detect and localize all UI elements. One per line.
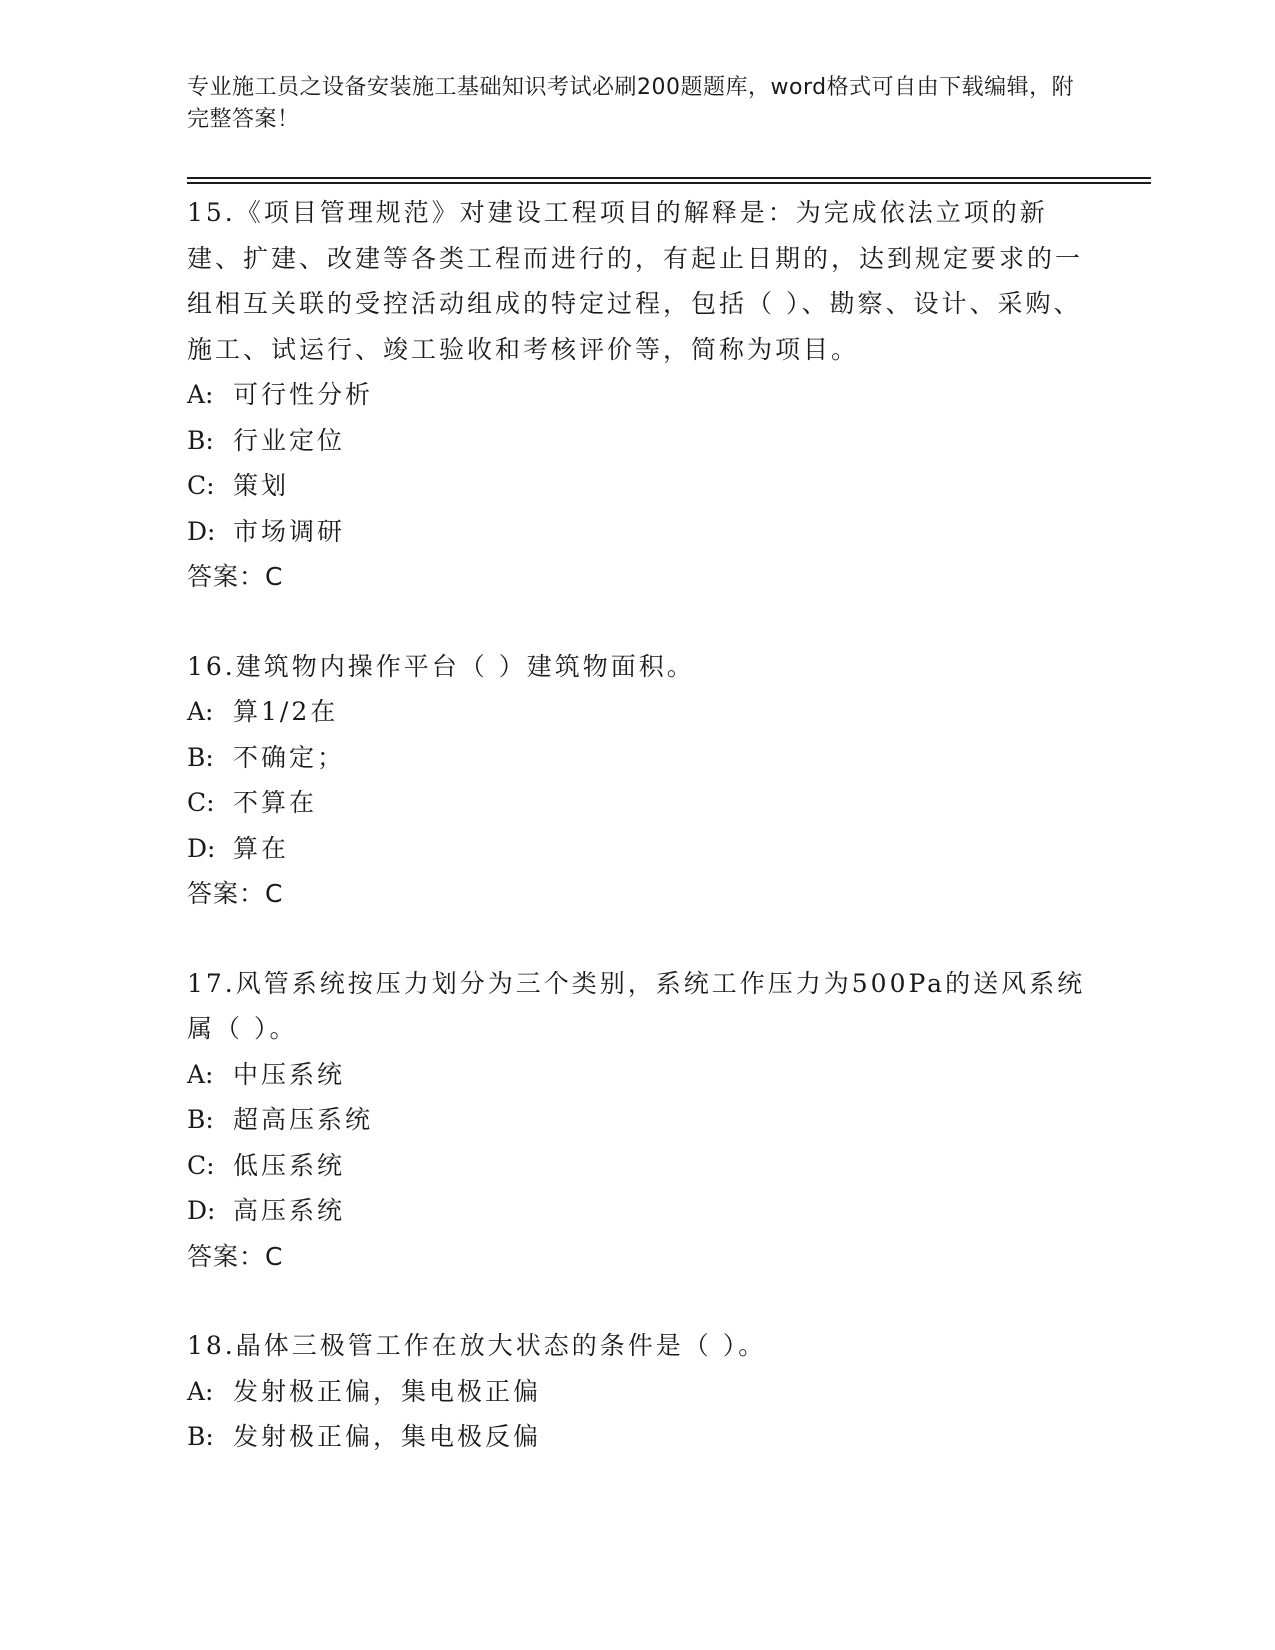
option-b [187, 735, 1087, 781]
option-text: 算1/2在 [233, 697, 339, 726]
option-c [187, 780, 1087, 826]
option-b [187, 1414, 1087, 1460]
option-label: A: [187, 1376, 214, 1406]
option-label: B: [187, 1105, 214, 1134]
option-label: C: [187, 1150, 215, 1180]
option-a [187, 1052, 1087, 1098]
option-text: 中压系统 [233, 1059, 346, 1089]
answer-line: 答案：C [187, 562, 284, 591]
answer-line: 答案：C [187, 879, 284, 908]
option-c [187, 1143, 1087, 1189]
option-label: B: [187, 1422, 214, 1451]
option-label: B: [187, 425, 214, 455]
option-d [187, 826, 1087, 872]
option-label: A: [187, 697, 214, 726]
option-a [187, 689, 1087, 735]
option-text: 策划 [233, 471, 290, 500]
option-label: B: [187, 742, 214, 772]
question-list [187, 190, 1087, 1460]
header-divider-bottom [187, 182, 1151, 184]
option-label: D: [187, 1196, 216, 1225]
question-17 [187, 961, 1087, 1280]
option-text: 高压系统 [233, 1196, 346, 1225]
option-text: 低压系统 [233, 1150, 346, 1180]
option-text: 超高压系统 [233, 1105, 374, 1134]
option-b [187, 1097, 1087, 1143]
option-label: A: [187, 380, 214, 409]
question-18 [187, 1323, 1087, 1460]
option-text: 发射极正偏，集电极反偏 [233, 1422, 542, 1451]
document-header: 专业施工员之设备安装施工基础知识考试必刷200题题库，word格式可自由下载编辑，附完整答案！ [187, 75, 1075, 132]
question-text: 16.建筑物内操作平台（ ）建筑物面积。 [187, 651, 695, 681]
option-text: 算在 [233, 833, 290, 863]
option-text: 市场调研 [233, 516, 346, 546]
option-label: C: [187, 788, 215, 817]
option-text: 发射极正偏，集电极正偏 [233, 1376, 542, 1406]
option-text: 可行性分析 [233, 380, 374, 409]
option-label: C: [187, 471, 215, 500]
question-text: 15.《项目管理规范》对建设工程项目的解释是：为完成依法立项的新建、扩建、改建等各类工程而进行的，有起止日期的，达到规定要求的一组相互关联的受控活动组成的特定过程，包括（ ）、勘察、设计、采购、施工、试运行、竣工验收和考核评价等，简称为项目。 [187, 198, 1084, 364]
option-a [187, 372, 1087, 418]
question-16 [187, 644, 1087, 917]
question-text: 17.风管系统按压力划分为三个类别，系统工作压力为500Pa的送风系统属（ ）。 [187, 968, 1086, 1043]
option-a [187, 1369, 1087, 1415]
option-label: D: [187, 833, 216, 863]
header-divider-top [187, 177, 1151, 179]
option-d [187, 509, 1087, 555]
option-label: A: [187, 1059, 214, 1089]
option-b [187, 418, 1087, 464]
option-text: 不算在 [233, 788, 318, 817]
option-d [187, 1188, 1087, 1234]
option-label: D: [187, 516, 216, 546]
question-15 [187, 190, 1087, 600]
option-c [187, 463, 1087, 509]
option-text: 行业定位 [233, 425, 346, 455]
answer-line: 答案：C [187, 1241, 284, 1271]
question-text: 18.晶体三极管工作在放大状态的条件是（ ）。 [187, 1331, 767, 1360]
option-text: 不确定； [233, 742, 346, 772]
